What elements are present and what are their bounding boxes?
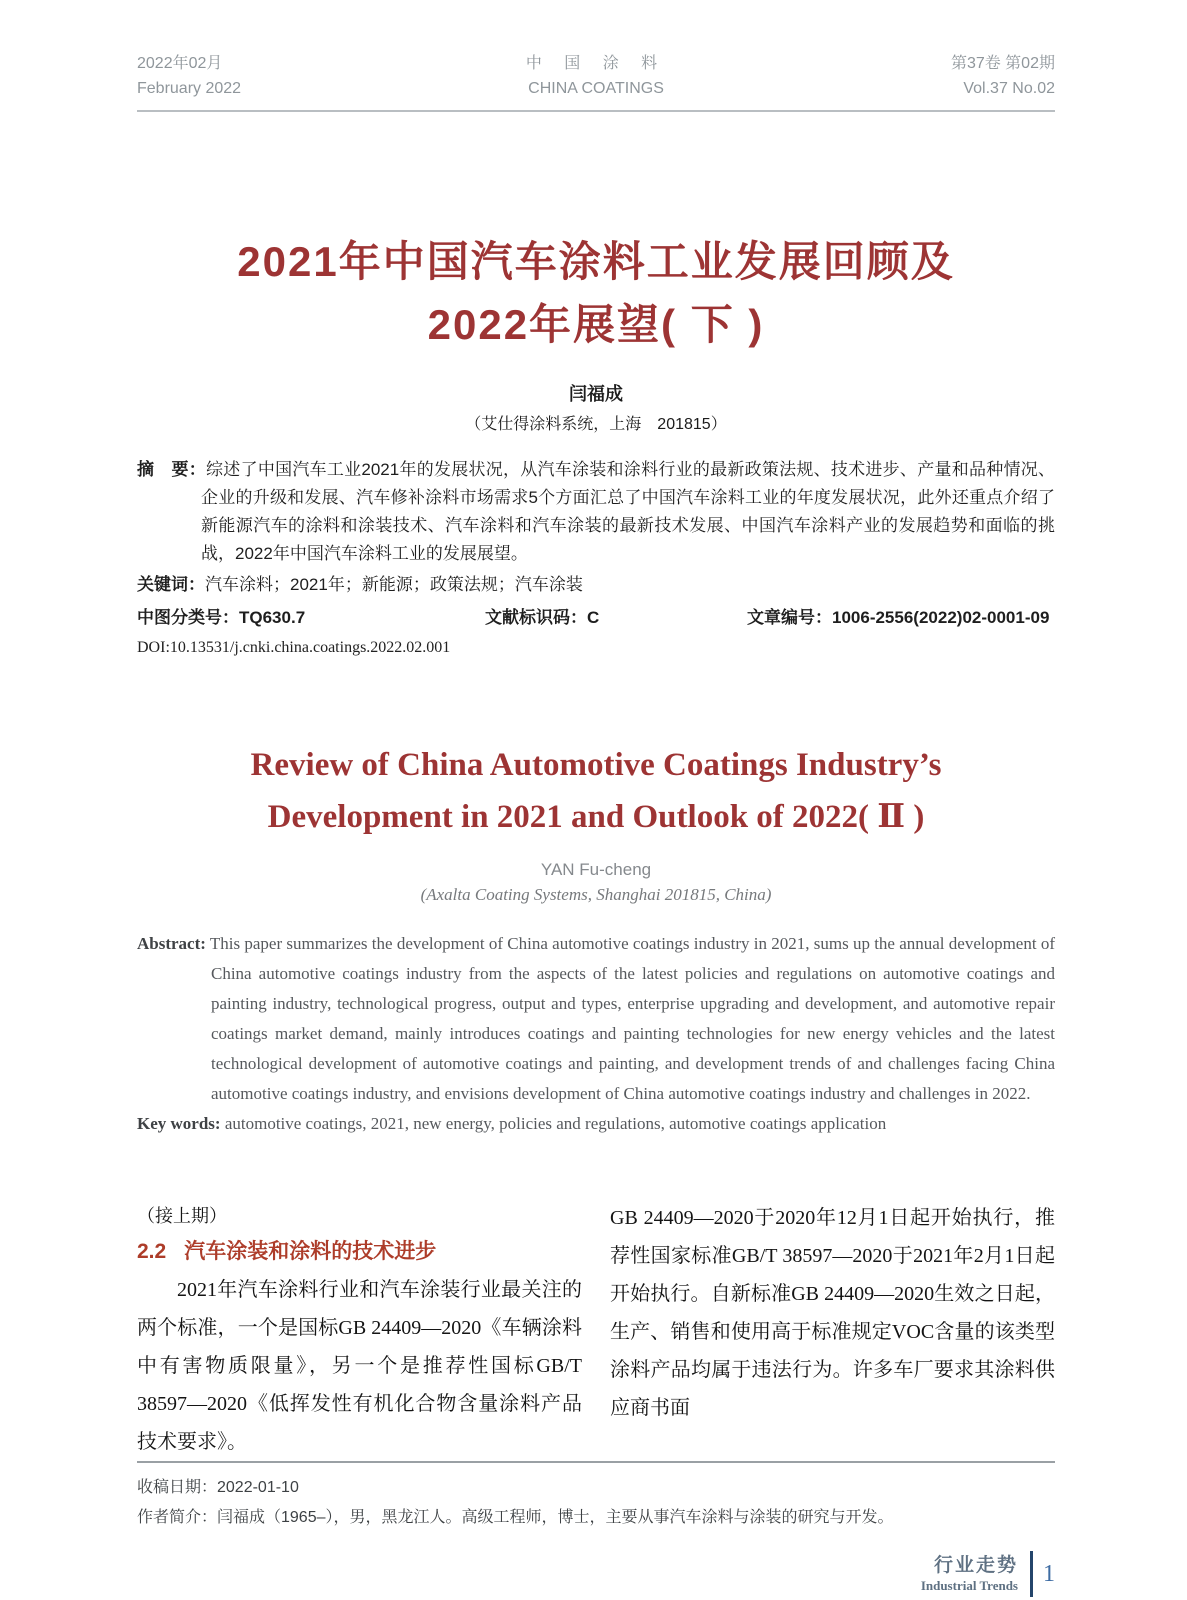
author-cn: 闫福成 [569,383,623,404]
keywords-label-en: Key words: [137,1114,221,1134]
body-paragraph-left: 2021年汽车涂料行业和汽车涂装行业最关注的两个标准，一个是国标GB 24409—2020《车辆涂料中有害物质限量》，另一个是推荐性国标GB/T 38597—2020《低挥发性有机化合物含量涂料产品技术要求》。 [137,1279,582,1454]
affiliation-cn: （艾仕得涂料系统，上海 201815） [465,415,727,433]
body-column-left [137,1199,582,1461]
page-number: 1 [1043,1560,1055,1587]
clc-number: 中图分类号：TQ630.7 [137,607,306,627]
footer-section-cn: 行业走势 [933,1554,1018,1576]
footer-divider-bar [1030,1551,1033,1597]
footer-section-en: Industrial Trends [920,1577,1018,1593]
body-column-right [610,1199,1055,1461]
document-code: 文献标识码：C [485,607,600,627]
article-title-en-line2: Development in 2021 and Outlook of 2022( Ⅱ ) [267,799,925,836]
continued-note: （接上期） [137,1206,227,1227]
doi: DOI:10.13531/j.cnki.china.coatings.2022.02.001 [137,638,451,656]
abstract-text-cn: 综述了中国汽车工业2021年的发展状况，从汽车涂装和涂料行业的最新政策法规、技术进步、产量和品种情况、企业的升级和发展、汽车修补涂料市场需求5个方面汇总了中国汽车涂料工业的年度发展状况，此外还重点介绍了新能源汽车的涂料和涂装技术、汽车涂料和汽车涂装的最新技术发展、中国汽车涂料产业的发展趋势和面临的挑战，2022年中国汽车涂料工业的发展展望。 [201,459,1056,563]
classification-row [137,604,1055,632]
section-heading [137,1233,582,1271]
running-head [137,52,1055,112]
footer-section-label [921,1555,1018,1593]
keywords-cn [137,571,1055,599]
abstract-label-cn: 摘 要： [137,459,207,479]
keywords-text-cn: 汽车涂料；2021年；新能源；政策法规；汽车涂装 [205,574,583,594]
keywords-en [137,1109,1055,1139]
abstract-cn [137,456,1055,568]
abstract-text-en: This paper summarizes the development of China automotive coatings industry in 2021, sums up the annual development of China automotive coatings industry from the aspects of the latest policies and regulations on automotive coatings and painting industry, technological progress, output and types, enterprise upgrading and development, and automotive repair coatings market demand, mainly introduces coatings and painting technologies for new energy vehicles and the latest technological development of automotive coatings and painting, and development trends of and challenges facing China automotive coatings industry, and envisions development of China automotive coatings industry and challenges in 2022. [209,934,1055,1104]
body-paragraph-right: GB 24409—2020于2020年12月1日起开始执行，推荐性国家标准GB/T 38597—2020于2021年2月1日起开始执行。自新标准GB 24409—2020生效之日起，生产、销售和使用高于标准规定VOC含量的该类型涂料产品均属于违法行为。许多车厂要求其涂料供应商书面 [610,1207,1055,1420]
section-number: 2.2 [137,1240,167,1264]
keywords-label-cn: 关键词： [137,574,205,594]
abstract-en [137,929,1055,1109]
article-title-cn-line1: 2021年中国汽车涂料工业发展回顾及 [237,237,955,285]
abstract-label-en: Abstract: [137,934,206,954]
header-date [137,52,241,102]
keywords-text-en: automotive coatings, 2021, new energy, policies and regulations, automotive coatings application [224,1114,887,1134]
author-bio: 作者简介：闫福成（1965–），男，黑龙江人。高级工程师，博士，主要从事汽车涂料与涂装的研究与开发。 [137,1509,894,1527]
journal-name-en: CHINA COATINGS [528,79,664,97]
journal-name-cn: 中 国 涂 料 [525,55,667,72]
header-issue [951,52,1055,102]
author-en: YAN Fu-cheng [540,860,652,880]
page-footer [137,1551,1055,1597]
article-title-en-line1: Review of China Automotive Coatings Industry’s [250,746,942,783]
body-columns [137,1199,1055,1461]
article-title-en [137,739,1055,845]
issue-en: Vol.37 No.02 [963,79,1055,97]
article-title-cn-line2: 2022年展望( 下 ) [427,300,765,348]
article-title-cn [137,230,1055,356]
section-title: 汽车涂装和涂料的技术进步 [184,1240,437,1264]
affiliation-en: (Axalta Coating Systems, Shanghai 201815, China) [420,885,772,905]
header-date-en: February 2022 [137,79,242,97]
footnote [137,1461,1055,1533]
issue-cn: 第37卷 第02期 [950,55,1055,72]
header-date-cn: 2022年02月 [137,55,223,72]
article-number: 文章编号：1006-2556(2022)02-0001-09 [747,607,1050,627]
received-date: 收稿日期：2022-01-10 [137,1479,299,1497]
header-journal [526,52,666,102]
